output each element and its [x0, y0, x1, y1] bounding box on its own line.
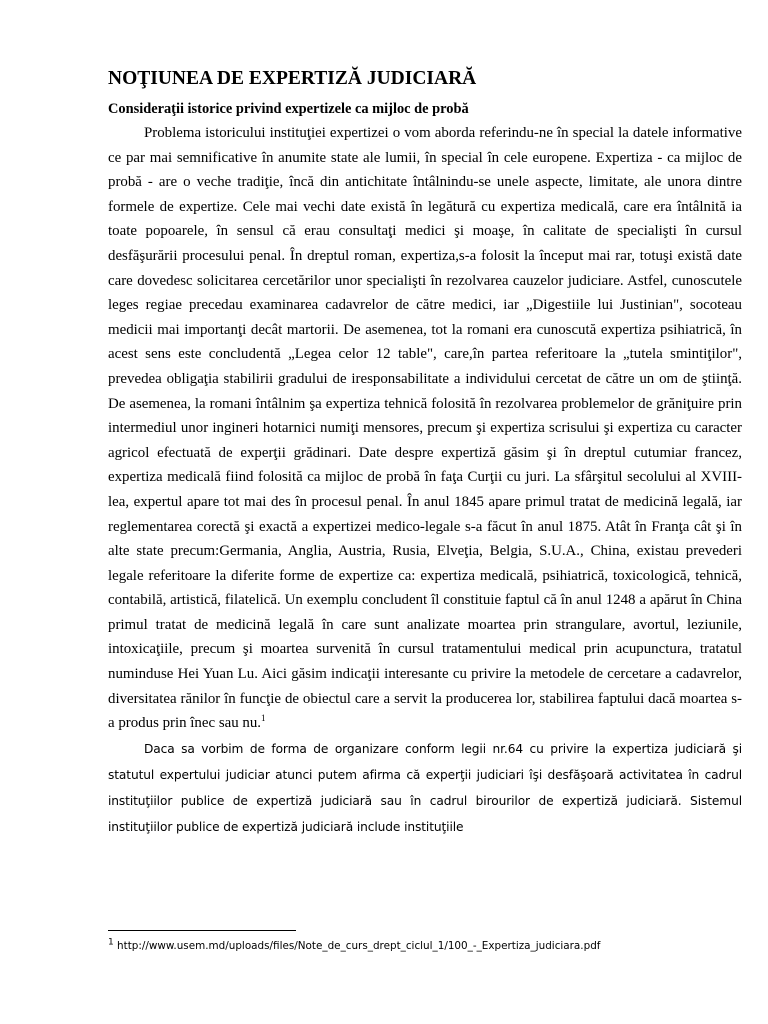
document-title: NOŢIUNEA DE EXPERTIZĂ JUDICIARĂ: [108, 68, 477, 89]
document-body: [108, 66, 742, 841]
footnote-reference[interactable]: 1: [261, 713, 266, 724]
footnote-marker: 1: [108, 937, 114, 948]
footnote: [108, 938, 600, 954]
paragraph-history-text: Problema istoricului instituţiei expertizei o vom aborda referindu-ne în special la datele informative ce par mai semnificative în anumite state ale lumii, în special în cele europene. Expertiza - ca mijloc de probă - are o veche tradiţie, încă din antichitate întâlnindu-se unele aspecte, limitate, ale unora dintre formele de expertize. Cele mai vechi date există în legătură cu expertiza medicală, care era întâlnită ia toate popoarele, în sensul că erau consultaţi medici şi moaşe, în calitate de specialişti în cursul desfăşurării procesului penal. În dreptul roman, expertiza,s-a folosit la început mai rar, totuşi există date care dovedesc solicitarea cercetărilor unor specialişti în rezolvarea cauzelor judiciare. Astfel, cunoscutele leges regiae precedau examinarea cadavrelor de către medici, iar „Digestiile lui Justinian", socoteau medicii mai importanţi decât martorii. De asemenea, tot la romani era cunoscută expertiza psihiatrică, în acest sens este concludentă „Legea celor 12 table", care,în partea referitoare la „tutela smintiţilor", prevedea obligaţia stabilirii gradului de iresponsabilitate a individului cercetat de către un om de ştiinţă. De asemenea, la romani întâlnim şa expertiza tehnică folosită în rezolvarea problemelor de grăniţuire prin intermediul unor ingineri hotarnici numiţi mensores, precum şi expertiza scrisului şi expertiza cu caracter agricol efectuată de experţii grădinari. Date despre expertiză găsim şi în dreptul cutumiar francez, expertiza medicală fiind folosită ca mijloc de probă în faţa Curţii cu juri. La sfârşitul secolului al XVIII-lea, expertul apare tot mai des în procesul penal. În anul 1845 apare primul tratat de medicină legală, iar reglementarea corectă şi exactă a expertizei medico-legale s-a făcut în anul 1875. Atât în Franţa cât şi în alte state precum:Germania, Anglia, Austria, Rusia, Elveţia, Belgia, S.U.A., China, existau prevederi legale referitoare la diferite forme de expertize ca: expertiza medicală, psihiatrică, toxicologică, tehnică, contabilă, artistică, filatelică. Un exemplu concludent îl constituie faptul că în anul 1248 a apărut în China primul tratat de medicină legală în care sunt analizate moartea prin strangulare, avortul, leziunile, intoxicaţiile, precum şi moartea survenită în cursul tratamentului medical prin acupunctura, tratatul numinduse Hei Yuan Lu. Aici găsim indicaţii interesante cu privire la metodele de cercetare a cadavrelor, diversitatea rănilor în funcţie de obiectul care a servit la producerea lor, stabilirea faptului dacă moartea s-a produs prin înec sau nu.: [108, 125, 742, 732]
footnote-link[interactable]: http://www.usem.md/uploads/files/Note_de_curs_drept_ciclul_1/100_-_Expertiza_judiciara.pdf: [113, 940, 601, 952]
footnote-separator: [108, 930, 296, 931]
paragraph-organization: Daca sa vorbim de forma de organizare conform legii nr.64 cu privire la expertiza judiciară şi statutul expertului judiciar atunci putem afirma că experţii judiciari îşi desfăşoară activitatea în cadrul instituţiilor publice de expertiză judiciară sau în cadrul birourilor de expertiză judiciară. Sistemul instituţiilor publice de expertiză judiciară include instituţiile: [108, 741, 742, 835]
section-subtitle: Consideraţii istorice privind expertizele ca mijloc de probă: [108, 101, 469, 117]
paragraph-history: [108, 121, 742, 736]
